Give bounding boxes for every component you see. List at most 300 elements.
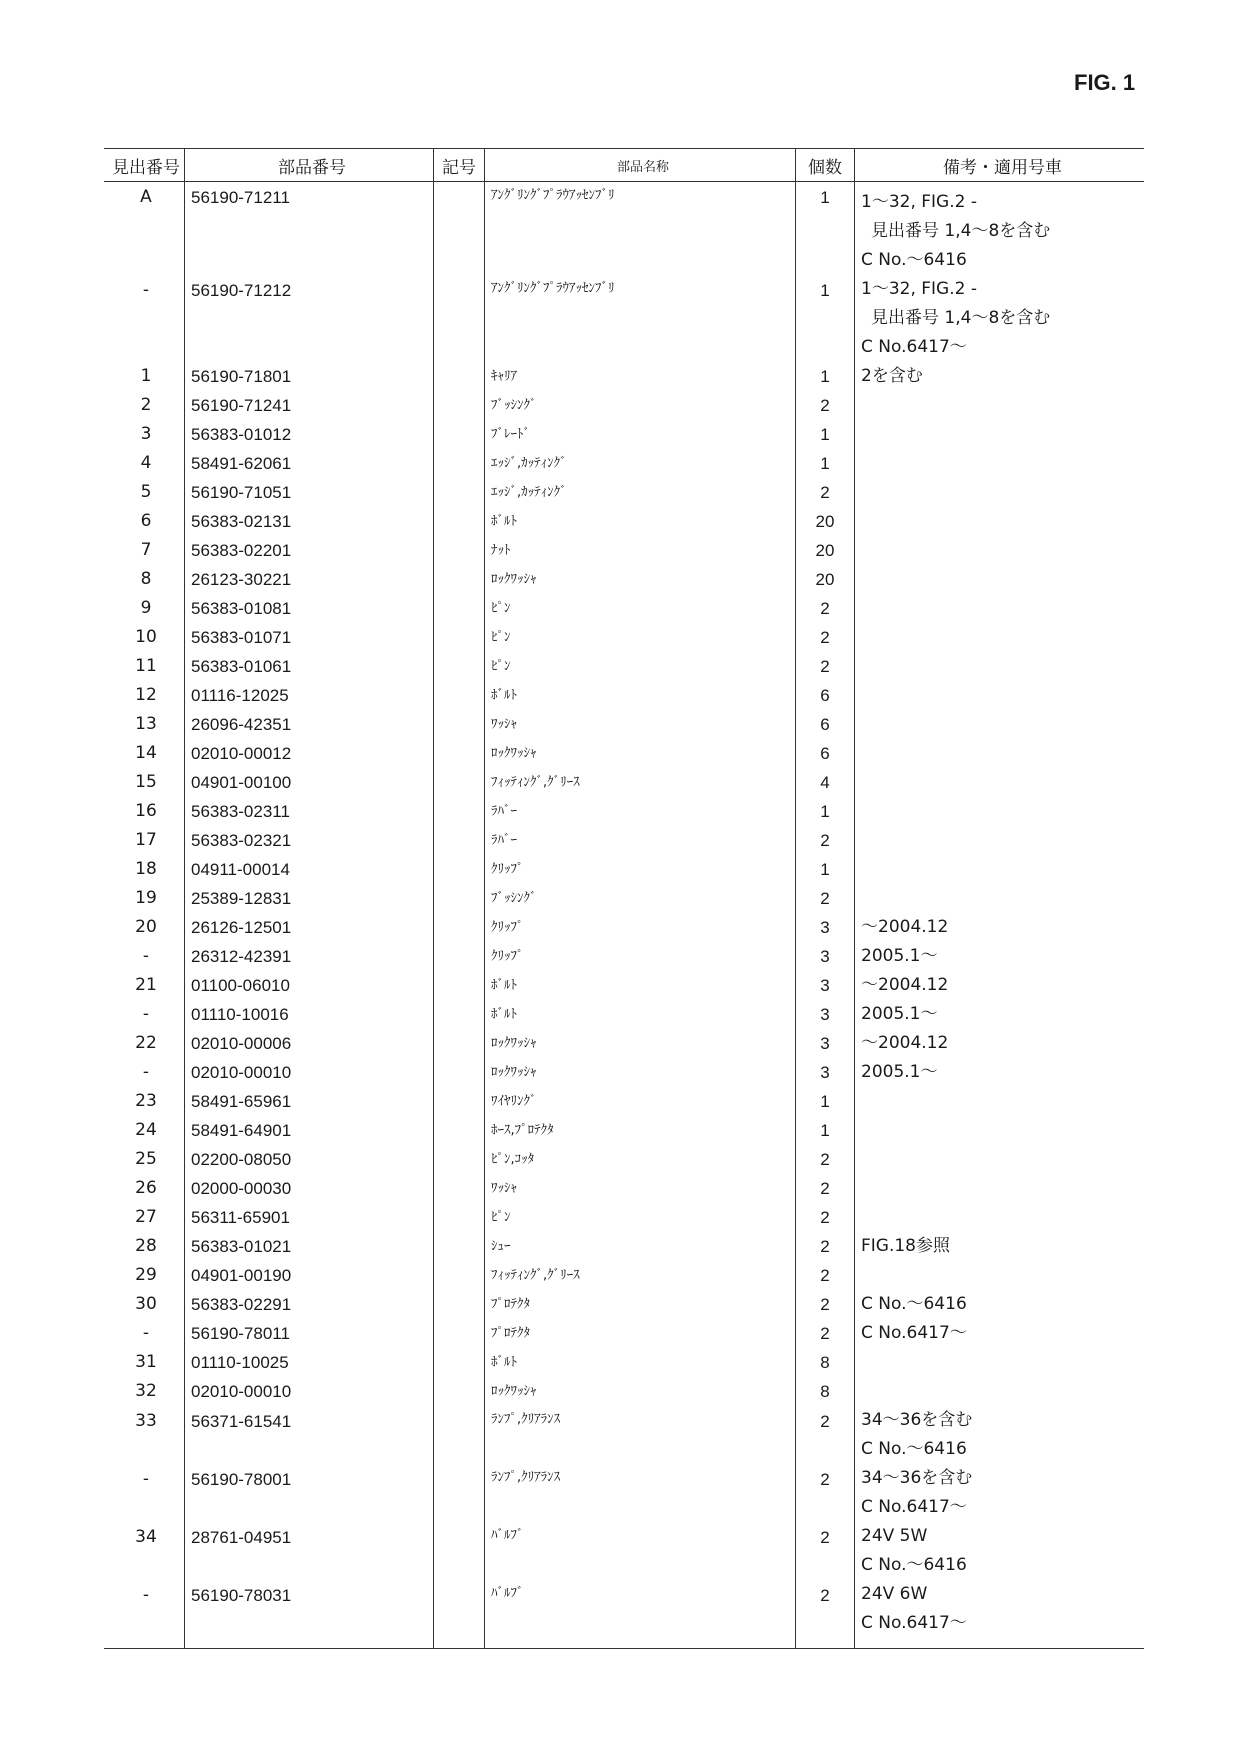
- remarks-line: ～2004.12: [861, 1033, 949, 1053]
- item-no-cell: 28: [135, 1236, 157, 1256]
- part-no-cell: 56190-71051: [185, 478, 434, 507]
- item-no-cell: 6: [140, 511, 152, 531]
- part-no-cell: 28761-04951: [185, 1522, 434, 1580]
- qty-cell: 1: [796, 182, 855, 276]
- part-name-cell: ﾋﾟﾝ: [485, 1203, 796, 1232]
- table-row: [104, 855, 1144, 884]
- qty-cell: 20: [796, 565, 855, 594]
- table-row: [104, 1000, 1144, 1029]
- header-item-no: 見出番号: [104, 149, 185, 182]
- mark-cell: [434, 1174, 485, 1203]
- table-row: [104, 1319, 1144, 1348]
- table-row: [104, 507, 1144, 536]
- part-name-cell: ｱﾝｸﾞﾘﾝｸﾞﾌﾟﾗｳｱｯｾﾝﾌﾞﾘ: [485, 275, 796, 362]
- part-name-cell: ﾋﾟﾝ,ｺｯﾀ: [485, 1145, 796, 1174]
- qty-cell: 3: [796, 942, 855, 971]
- remarks-cell: [855, 855, 1145, 884]
- qty-cell: 3: [796, 1000, 855, 1029]
- header-remarks: 備考・適用号車: [855, 149, 1145, 182]
- mark-cell: [434, 913, 485, 942]
- item-no-cell: 5: [140, 482, 152, 502]
- qty-cell: 20: [796, 507, 855, 536]
- mark-cell: [434, 1406, 485, 1464]
- mark-cell: [434, 182, 485, 276]
- remarks-cell: [855, 536, 1145, 565]
- item-no-cell: 12: [135, 685, 157, 705]
- remarks-cell: [855, 1522, 1145, 1580]
- part-name-cell: ｸﾘｯﾌﾟ: [485, 942, 796, 971]
- remarks-line: 見出番号 1,4～8を含む: [871, 221, 1051, 241]
- item-no-cell: 14: [135, 743, 157, 763]
- part-name-cell: ｸﾘｯﾌﾟ: [485, 855, 796, 884]
- mark-cell: [434, 884, 485, 913]
- part-name-cell: ｼｭｰ: [485, 1232, 796, 1261]
- part-name-cell: ﾜｯｼｬ: [485, 710, 796, 739]
- item-no-cell: 2: [140, 395, 152, 415]
- table-row: [104, 971, 1144, 1000]
- remarks-cell: [855, 362, 1145, 391]
- remarks-line: C No.6417～: [861, 1323, 967, 1343]
- table-row: [104, 1464, 1144, 1522]
- remarks-cell: [855, 565, 1145, 594]
- table-row: [104, 1348, 1144, 1377]
- part-name-cell: ﾛｯｸﾜｯｼｬ: [485, 565, 796, 594]
- qty-cell: 6: [796, 739, 855, 768]
- part-no-cell: 01110-10016: [185, 1000, 434, 1029]
- table-row: [104, 623, 1144, 652]
- qty-cell: 2: [796, 594, 855, 623]
- part-name-cell: ﾛｯｸﾜｯｼｬ: [485, 1058, 796, 1087]
- table-row: [104, 275, 1144, 362]
- item-no-cell: 20: [135, 917, 157, 937]
- table-row: [104, 826, 1144, 855]
- mark-cell: [434, 942, 485, 971]
- part-name-cell: ﾎﾞﾙﾄ: [485, 681, 796, 710]
- qty-cell: 2: [796, 391, 855, 420]
- qty-cell: 2: [796, 1203, 855, 1232]
- part-no-cell: 04901-00100: [185, 768, 434, 797]
- remarks-line: C No.～6416: [861, 1294, 967, 1314]
- qty-cell: 1: [796, 275, 855, 362]
- table-row: [104, 710, 1144, 739]
- part-name-cell: ﾋﾟﾝ: [485, 594, 796, 623]
- item-no-cell: -: [142, 1004, 150, 1024]
- item-no-cell: 17: [135, 830, 157, 850]
- table-row: [104, 1290, 1144, 1319]
- mark-cell: [434, 739, 485, 768]
- part-name-cell: ﾋﾟﾝ: [485, 623, 796, 652]
- part-no-cell: 26312-42391: [185, 942, 434, 971]
- item-no-cell: A: [140, 187, 152, 207]
- part-name-cell: ﾛｯｸﾜｯｼｬ: [485, 1029, 796, 1058]
- table-row: [104, 420, 1144, 449]
- mark-cell: [434, 710, 485, 739]
- qty-cell: 8: [796, 1348, 855, 1377]
- item-no-cell: 27: [135, 1207, 157, 1227]
- remarks-line: 2005.1～: [861, 1004, 938, 1024]
- part-name-cell: ﾛｯｸﾜｯｼｬ: [485, 739, 796, 768]
- table-row: [104, 182, 1144, 276]
- item-no-cell: 8: [140, 569, 152, 589]
- qty-cell: 2: [796, 1261, 855, 1290]
- remarks-cell: [855, 420, 1145, 449]
- part-no-cell: 26126-12501: [185, 913, 434, 942]
- remarks-cell: [855, 1087, 1145, 1116]
- part-no-cell: 01116-12025: [185, 681, 434, 710]
- mark-cell: [434, 1058, 485, 1087]
- item-no-cell: 31: [135, 1352, 157, 1372]
- qty-cell: 2: [796, 652, 855, 681]
- qty-cell: 2: [796, 623, 855, 652]
- part-name-cell: ﾗﾝﾌﾟ,ｸﾘｱﾗﾝｽ: [485, 1406, 796, 1464]
- item-no-cell: 10: [135, 627, 157, 647]
- qty-cell: 2: [796, 478, 855, 507]
- remarks-cell: [855, 652, 1145, 681]
- remarks-cell: [855, 913, 1145, 942]
- mark-cell: [434, 1116, 485, 1145]
- item-no-cell: -: [142, 280, 150, 300]
- remarks-line: C No.6417～: [861, 1497, 967, 1517]
- table-row: [104, 1029, 1144, 1058]
- mark-cell: [434, 681, 485, 710]
- remarks-cell: [855, 1290, 1145, 1319]
- item-no-cell: 18: [135, 859, 157, 879]
- remarks-line: FIG.18参照: [861, 1236, 951, 1256]
- remarks-line: C No.～6416: [861, 1555, 967, 1575]
- mark-cell: [434, 1232, 485, 1261]
- mark-cell: [434, 536, 485, 565]
- mark-cell: [434, 797, 485, 826]
- mark-cell: [434, 1348, 485, 1377]
- item-no-cell: 34: [135, 1527, 157, 1547]
- qty-cell: 3: [796, 913, 855, 942]
- table-row: [104, 478, 1144, 507]
- item-no-cell: 16: [135, 801, 157, 821]
- item-no-cell: 21: [135, 975, 157, 995]
- qty-cell: 1: [796, 449, 855, 478]
- mark-cell: [434, 1319, 485, 1348]
- mark-cell: [434, 1261, 485, 1290]
- part-name-cell: ﾎﾞﾙﾄ: [485, 1000, 796, 1029]
- table-row: [104, 1203, 1144, 1232]
- qty-cell: 3: [796, 1029, 855, 1058]
- part-name-cell: ﾅｯﾄ: [485, 536, 796, 565]
- figure-label: FIG. 1: [1074, 70, 1136, 95]
- part-name-cell: ﾌﾟﾛﾃｸﾀ: [485, 1319, 796, 1348]
- remarks-line: C No.6417～: [861, 1613, 967, 1633]
- qty-cell: 1: [796, 855, 855, 884]
- part-no-cell: 56371-61541: [185, 1406, 434, 1464]
- remarks-cell: [855, 1464, 1145, 1522]
- remarks-line: 34～36を含む: [861, 1468, 973, 1488]
- part-name-cell: ﾌｨｯﾃｨﾝｸﾞ,ｸﾞﾘｰｽ: [485, 1261, 796, 1290]
- remarks-line: 34～36を含む: [861, 1410, 973, 1430]
- table-row: [104, 362, 1144, 391]
- qty-cell: 1: [796, 420, 855, 449]
- part-no-cell: 02200-08050: [185, 1145, 434, 1174]
- qty-cell: 20: [796, 536, 855, 565]
- part-name-cell: ﾗﾝﾌﾟ,ｸﾘｱﾗﾝｽ: [485, 1464, 796, 1522]
- part-name-cell: ﾎﾞﾙﾄ: [485, 1348, 796, 1377]
- remarks-line: ～2004.12: [861, 917, 949, 937]
- item-no-cell: -: [142, 946, 150, 966]
- remarks-cell: [855, 768, 1145, 797]
- part-no-cell: 56190-78011: [185, 1319, 434, 1348]
- part-name-cell: ﾌﾞﾚｰﾄﾞ: [485, 420, 796, 449]
- part-name-cell: ﾜｯｼｬ: [485, 1174, 796, 1203]
- part-no-cell: 56383-02201: [185, 536, 434, 565]
- mark-cell: [434, 478, 485, 507]
- mark-cell: [434, 1580, 485, 1649]
- part-name-cell: ﾊﾞﾙﾌﾞ: [485, 1522, 796, 1580]
- item-no-cell: 29: [135, 1265, 157, 1285]
- remarks-line: 2005.1～: [861, 1062, 938, 1082]
- part-no-cell: 56383-02131: [185, 507, 434, 536]
- table-header-row: [104, 149, 1144, 182]
- part-no-cell: 56190-71212: [185, 275, 434, 362]
- table-row: [104, 1232, 1144, 1261]
- remarks-line: C No.～6416: [861, 1439, 967, 1459]
- remarks-line: C No.～6416: [861, 250, 967, 270]
- item-no-cell: 11: [135, 656, 157, 676]
- remarks-cell: [855, 1232, 1145, 1261]
- part-no-cell: 58491-64901: [185, 1116, 434, 1145]
- part-name-cell: ﾊﾞﾙﾌﾞ: [485, 1580, 796, 1649]
- table-row: [104, 1580, 1144, 1649]
- table-row: [104, 449, 1144, 478]
- part-no-cell: 56190-78031: [185, 1580, 434, 1649]
- part-no-cell: 02010-00006: [185, 1029, 434, 1058]
- part-name-cell: ﾌﾞｯｼﾝｸﾞ: [485, 391, 796, 420]
- remarks-cell: [855, 1319, 1145, 1348]
- part-no-cell: 25389-12831: [185, 884, 434, 913]
- mark-cell: [434, 1029, 485, 1058]
- qty-cell: 2: [796, 1522, 855, 1580]
- item-no-cell: 4: [140, 453, 152, 473]
- part-no-cell: 02010-00010: [185, 1058, 434, 1087]
- remarks-cell: [855, 681, 1145, 710]
- qty-cell: 2: [796, 1145, 855, 1174]
- mark-cell: [434, 1290, 485, 1319]
- item-no-cell: -: [142, 1062, 150, 1082]
- part-no-cell: 01110-10025: [185, 1348, 434, 1377]
- part-name-cell: ｴｯｼﾞ,ｶｯﾃｨﾝｸﾞ: [485, 449, 796, 478]
- remarks-cell: [855, 739, 1145, 768]
- mark-cell: [434, 449, 485, 478]
- remarks-cell: [855, 826, 1145, 855]
- remarks-cell: [855, 1000, 1145, 1029]
- mark-cell: [434, 1377, 485, 1406]
- qty-cell: 1: [796, 797, 855, 826]
- remarks-cell: [855, 971, 1145, 1000]
- mark-cell: [434, 623, 485, 652]
- item-no-cell: -: [142, 1323, 150, 1343]
- part-name-cell: ｱﾝｸﾞﾘﾝｸﾞﾌﾟﾗｳｱｯｾﾝﾌﾞﾘ: [485, 182, 796, 276]
- mark-cell: [434, 565, 485, 594]
- part-name-cell: ﾎﾞﾙﾄ: [485, 507, 796, 536]
- table-row: [104, 1058, 1144, 1087]
- qty-cell: 1: [796, 1116, 855, 1145]
- part-name-cell: ﾌﾟﾛﾃｸﾀ: [485, 1290, 796, 1319]
- table-row: [104, 391, 1144, 420]
- remarks-cell: [855, 1203, 1145, 1232]
- mark-cell: [434, 362, 485, 391]
- table-body: [104, 182, 1144, 1649]
- item-no-cell: 24: [135, 1120, 157, 1140]
- header-part-no: 部品番号: [185, 149, 434, 182]
- mark-cell: [434, 275, 485, 362]
- part-name-cell: ﾋﾟﾝ: [485, 652, 796, 681]
- table-row: [104, 768, 1144, 797]
- part-name-cell: ﾜｲﾔﾘﾝｸﾞ: [485, 1087, 796, 1116]
- part-no-cell: 01100-06010: [185, 971, 434, 1000]
- part-name-cell: ｸﾘｯﾌﾟ: [485, 913, 796, 942]
- mark-cell: [434, 971, 485, 1000]
- remarks-line: 1～32, FIG.2 -: [861, 279, 977, 299]
- remarks-cell: [855, 1348, 1145, 1377]
- header-qty: 個数: [796, 149, 855, 182]
- qty-cell: 2: [796, 1464, 855, 1522]
- qty-cell: 3: [796, 971, 855, 1000]
- table-row: [104, 884, 1144, 913]
- part-no-cell: 56383-01021: [185, 1232, 434, 1261]
- part-no-cell: 58491-65961: [185, 1087, 434, 1116]
- mark-cell: [434, 826, 485, 855]
- header-mark: 記号: [434, 149, 485, 182]
- part-name-cell: ﾌｨｯﾃｨﾝｸﾞ,ｸﾞﾘｰｽ: [485, 768, 796, 797]
- qty-cell: 2: [796, 826, 855, 855]
- part-no-cell: 56311-65901: [185, 1203, 434, 1232]
- remarks-cell: [855, 1580, 1145, 1649]
- part-no-cell: 56383-01012: [185, 420, 434, 449]
- part-name-cell: ﾗﾊﾞｰ: [485, 826, 796, 855]
- part-no-cell: 02010-00012: [185, 739, 434, 768]
- item-no-cell: -: [142, 1469, 150, 1489]
- remarks-line: 24V 5W: [861, 1526, 928, 1546]
- table-row: [104, 739, 1144, 768]
- item-no-cell: 30: [135, 1294, 157, 1314]
- mark-cell: [434, 1087, 485, 1116]
- remarks-cell: [855, 391, 1145, 420]
- item-no-cell: 13: [135, 714, 157, 734]
- part-name-cell: ﾛｯｸﾜｯｼｬ: [485, 1377, 796, 1406]
- item-no-cell: 33: [135, 1411, 157, 1431]
- mark-cell: [434, 1145, 485, 1174]
- qty-cell: 2: [796, 1406, 855, 1464]
- part-name-cell: ｴｯｼﾞ,ｶｯﾃｨﾝｸﾞ: [485, 478, 796, 507]
- table-row: [104, 797, 1144, 826]
- item-no-cell: 15: [135, 772, 157, 792]
- mark-cell: [434, 1522, 485, 1580]
- part-no-cell: 26096-42351: [185, 710, 434, 739]
- qty-cell: 2: [796, 1174, 855, 1203]
- qty-cell: 4: [796, 768, 855, 797]
- part-no-cell: 26123-30221: [185, 565, 434, 594]
- part-name-cell: ﾎｰｽ,ﾌﾟﾛﾃｸﾀ: [485, 1116, 796, 1145]
- part-no-cell: 58491-62061: [185, 449, 434, 478]
- part-no-cell: 56383-01061: [185, 652, 434, 681]
- remarks-line: ～2004.12: [861, 975, 949, 995]
- qty-cell: 2: [796, 1290, 855, 1319]
- remarks-cell: [855, 275, 1145, 362]
- remarks-cell: [855, 1145, 1145, 1174]
- part-name-cell: ｷｬﾘｱ: [485, 362, 796, 391]
- table-row: [104, 1087, 1144, 1116]
- mark-cell: [434, 594, 485, 623]
- table-row: [104, 1174, 1144, 1203]
- part-no-cell: 56383-01071: [185, 623, 434, 652]
- table-row: [104, 913, 1144, 942]
- remarks-cell: [855, 942, 1145, 971]
- part-no-cell: 56383-02311: [185, 797, 434, 826]
- qty-cell: 1: [796, 362, 855, 391]
- qty-cell: 6: [796, 681, 855, 710]
- item-no-cell: 1: [140, 366, 152, 386]
- table-row: [104, 1116, 1144, 1145]
- remarks-cell: [855, 1058, 1145, 1087]
- remarks-cell: [855, 594, 1145, 623]
- mark-cell: [434, 1000, 485, 1029]
- mark-cell: [434, 1464, 485, 1522]
- remarks-cell: [855, 507, 1145, 536]
- table-row: [104, 681, 1144, 710]
- item-no-cell: 25: [135, 1149, 157, 1169]
- table-row: [104, 594, 1144, 623]
- remarks-cell: [855, 1029, 1145, 1058]
- remarks-cell: [855, 1174, 1145, 1203]
- part-no-cell: 56383-02321: [185, 826, 434, 855]
- remarks-line: C No.6417～: [861, 337, 967, 357]
- part-no-cell: 56190-78001: [185, 1464, 434, 1522]
- qty-cell: 1: [796, 1087, 855, 1116]
- item-no-cell: 23: [135, 1091, 157, 1111]
- remarks-cell: [855, 623, 1145, 652]
- table-row: [104, 652, 1144, 681]
- remarks-cell: [855, 449, 1145, 478]
- part-name-cell: ﾎﾞﾙﾄ: [485, 971, 796, 1000]
- table-row: [104, 1145, 1144, 1174]
- parts-table: [104, 148, 1144, 1649]
- remarks-line: 2005.1～: [861, 946, 938, 966]
- remarks-cell: [855, 710, 1145, 739]
- part-no-cell: 02010-00010: [185, 1377, 434, 1406]
- remarks-line: 24V 6W: [861, 1584, 928, 1604]
- table-row: [104, 1261, 1144, 1290]
- item-no-cell: 9: [140, 598, 152, 618]
- remarks-line: 1～32, FIG.2 -: [861, 192, 977, 212]
- mark-cell: [434, 420, 485, 449]
- mark-cell: [434, 391, 485, 420]
- mark-cell: [434, 768, 485, 797]
- item-no-cell: 22: [135, 1033, 157, 1053]
- qty-cell: 2: [796, 884, 855, 913]
- remarks-line: 見出番号 1,4～8を含む: [871, 308, 1051, 328]
- part-no-cell: 04901-00190: [185, 1261, 434, 1290]
- part-name-cell: ﾌﾞｯｼﾝｸﾞ: [485, 884, 796, 913]
- header-part-name: 部品名称: [485, 149, 796, 182]
- mark-cell: [434, 1203, 485, 1232]
- item-no-cell: 32: [135, 1381, 157, 1401]
- remarks-cell: [855, 1261, 1145, 1290]
- remarks-cell: [855, 1406, 1145, 1464]
- part-no-cell: 56383-02291: [185, 1290, 434, 1319]
- item-no-cell: 7: [140, 540, 152, 560]
- item-no-cell: 3: [140, 424, 152, 444]
- part-no-cell: 56190-71801: [185, 362, 434, 391]
- item-no-cell: 19: [135, 888, 157, 908]
- mark-cell: [434, 507, 485, 536]
- table-row: [104, 942, 1144, 971]
